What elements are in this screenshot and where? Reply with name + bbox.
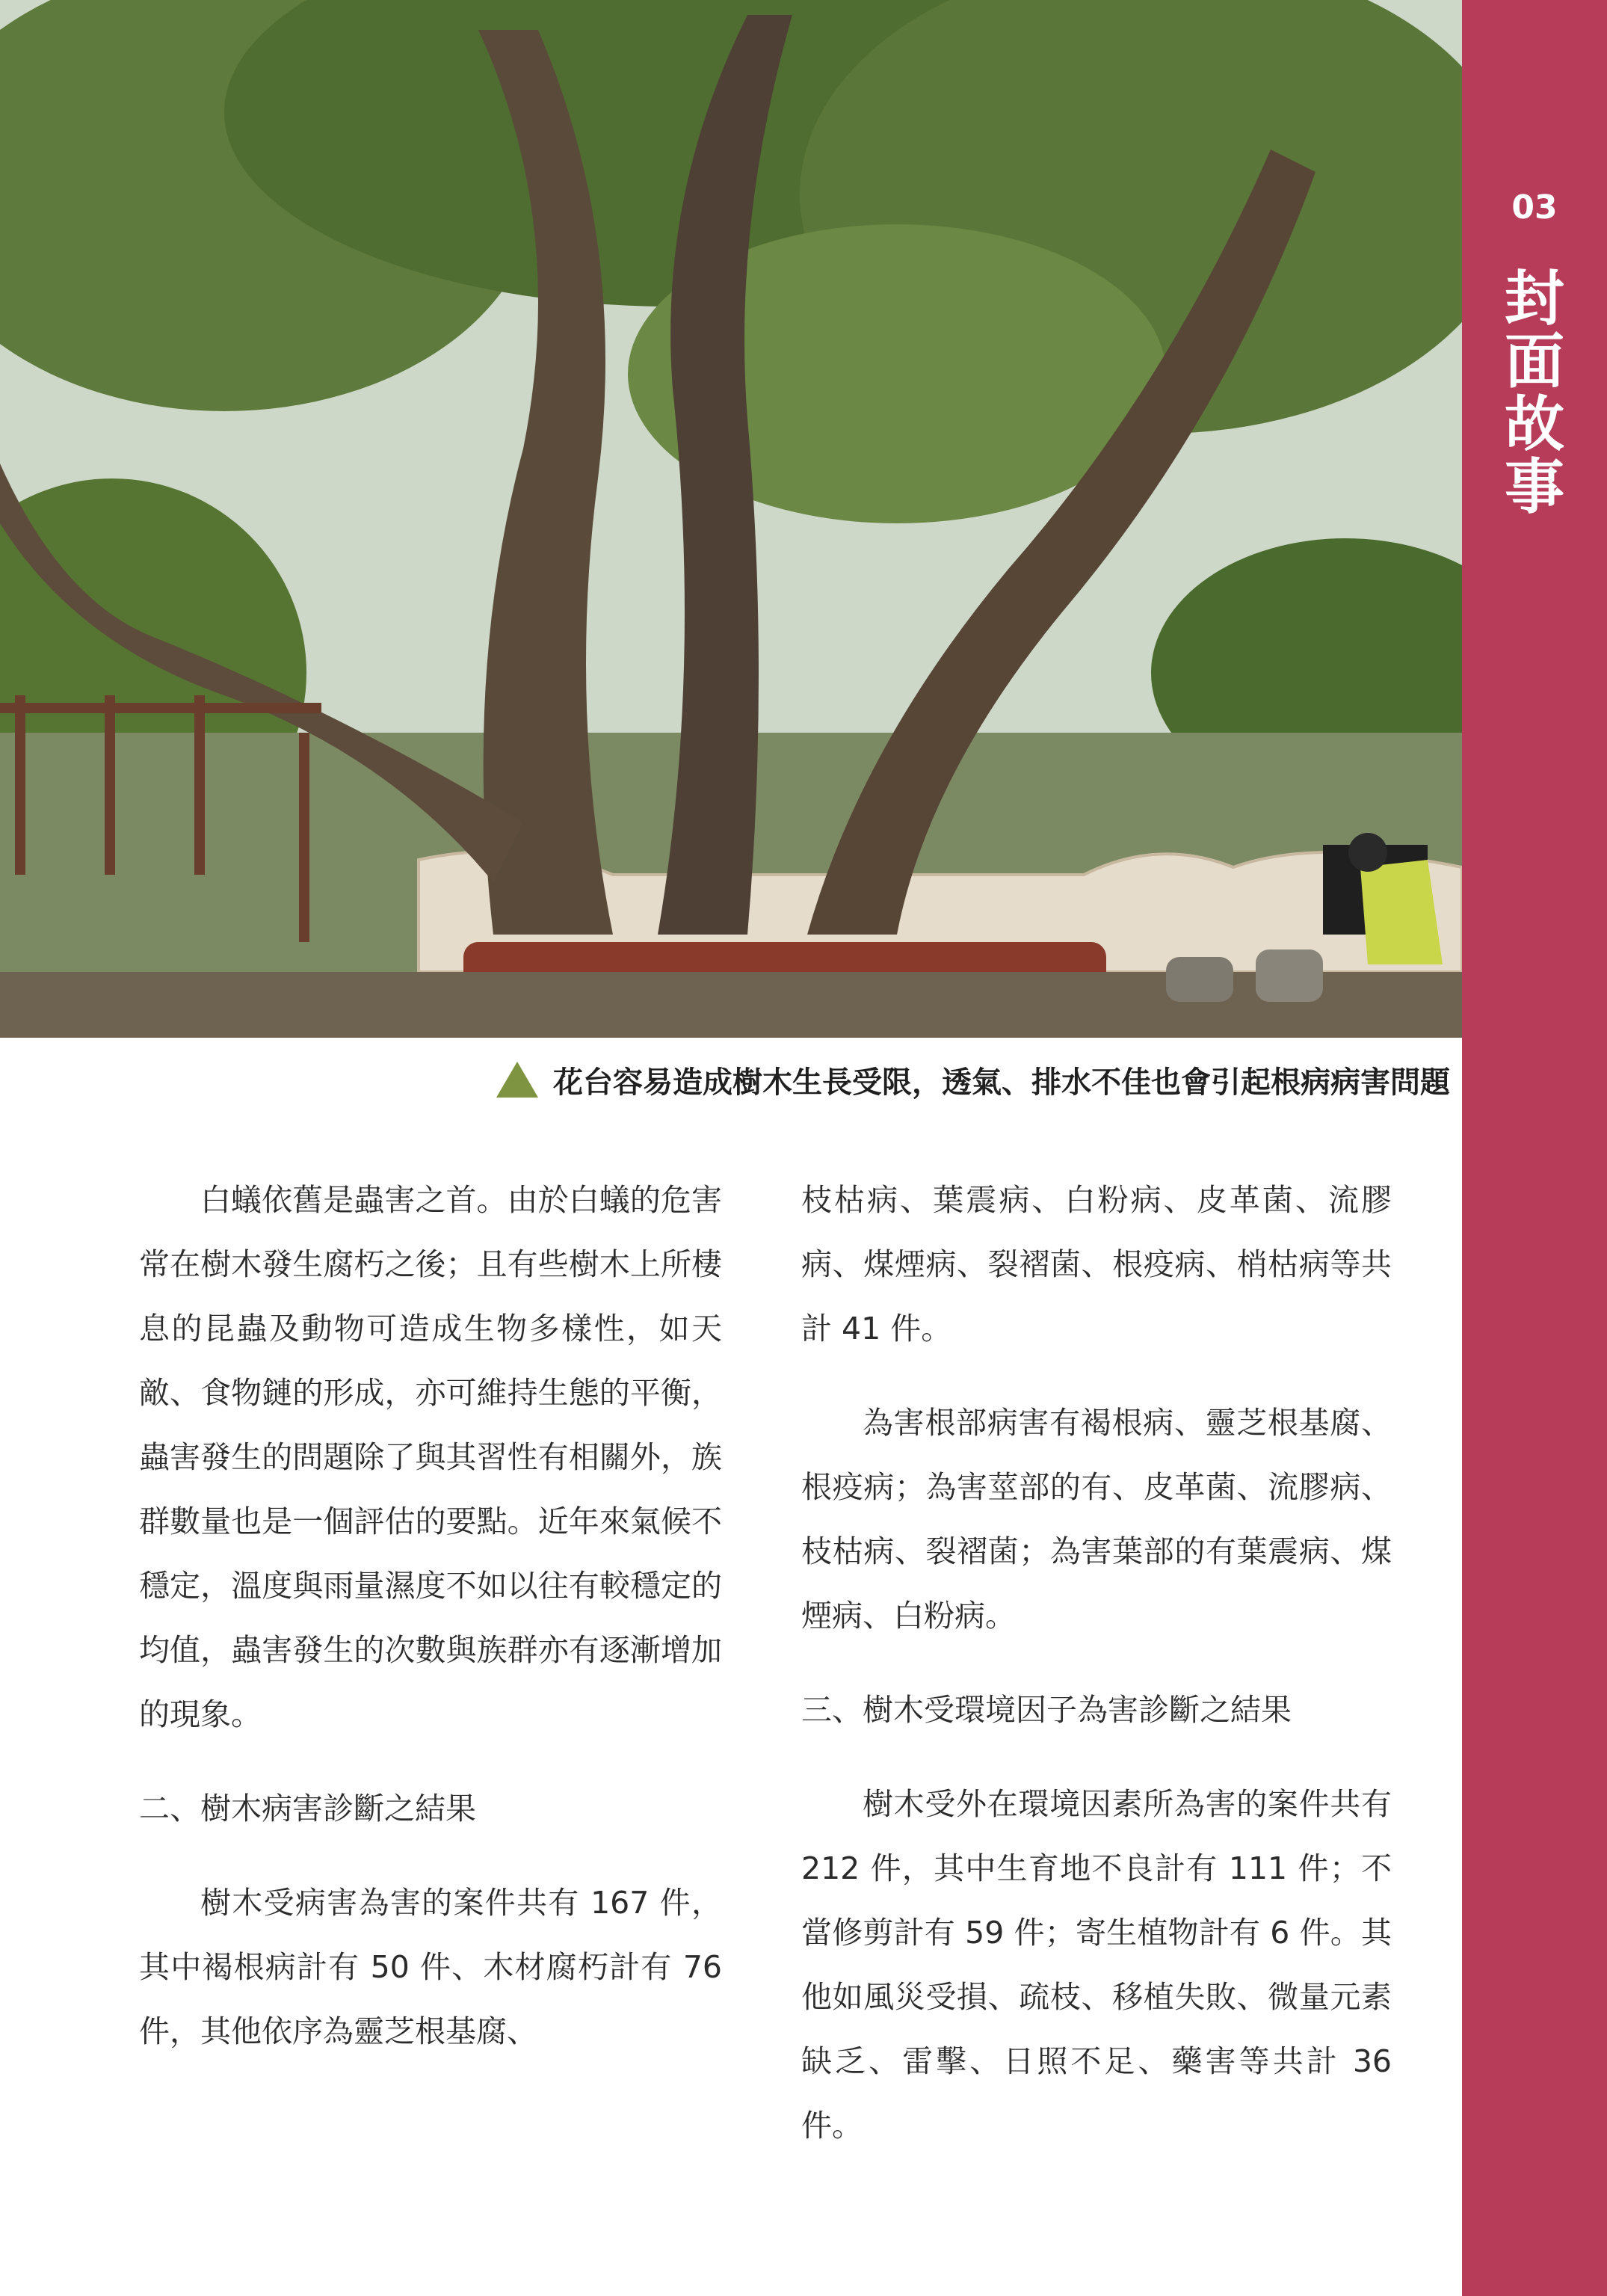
paragraph: 樹木受外在環境因素所為害的案件共有 212 件，其中生育地不良計有 111 件；不當修剪計有 59 件；寄生植物計有 6 件。其他如風災受損、疏枝、移植失敗、微量元素缺乏、雷擊、日照不足、藥害等共計 36 件。 xyxy=(801,1786,1392,2143)
paragraph: 白蟻依舊是蟲害之首。由於白蟻的危害常在樹木發生腐朽之後；且有些樹木上所棲息的昆蟲及動物可造成生物多樣性，如天敵、食物鏈的形成，亦可維持生態的平衡，蟲害發生的問題除了與其習性有相關外，族群數量也是一個評估的要點。近年來氣候不穩定，溫度與雨量濕度不如以往有較穩定的均值，蟲害發生的次數與族群亦有逐漸增加的現象。 xyxy=(139,1182,722,1732)
caption-triangle-icon xyxy=(496,1062,538,1098)
cover-photo xyxy=(0,0,1462,1038)
right-column xyxy=(801,1168,1392,2158)
photo-caption xyxy=(463,1057,1450,1102)
section-heading: 二、樹木病害診斷之結果 xyxy=(139,1791,476,1826)
section-title-char: 事 xyxy=(1505,452,1564,522)
section-title-char: 面 xyxy=(1505,327,1564,396)
section-sidebar xyxy=(1462,0,1607,2296)
paragraph: 為害根部病害有褐根病、靈芝根基腐、根疫病；為害莖部的有、皮革菌、流膠病、枝枯病、裂褶菌；為害葉部的有葉震病、煤煙病、白粉病。 xyxy=(801,1405,1392,1634)
caption-text: 花台容易造成樹木生長受限，透氣、排水不佳也會引起根病病害問題 xyxy=(553,1065,1450,1100)
section-heading: 三、樹木受環境因子為害診斷之結果 xyxy=(801,1692,1292,1728)
section-title-char: 封 xyxy=(1505,264,1564,333)
page-number: 03 xyxy=(1511,188,1558,227)
tree-illustration xyxy=(0,0,1462,1038)
paragraph: 樹木受病害為害的案件共有 167 件，其中褐根病計有 50 件、木材腐朽計有 76 件，其他依序為靈芝根基腐、 xyxy=(139,1885,722,2049)
left-column xyxy=(139,1168,722,2063)
section-title xyxy=(1462,264,1607,522)
section-title-char: 故 xyxy=(1505,390,1564,459)
paragraph: 枝枯病、葉震病、白粉病、皮革菌、流膠病、煤煙病、裂褶菌、根疫病、梢枯病等共計 41 件。 xyxy=(801,1182,1392,1346)
